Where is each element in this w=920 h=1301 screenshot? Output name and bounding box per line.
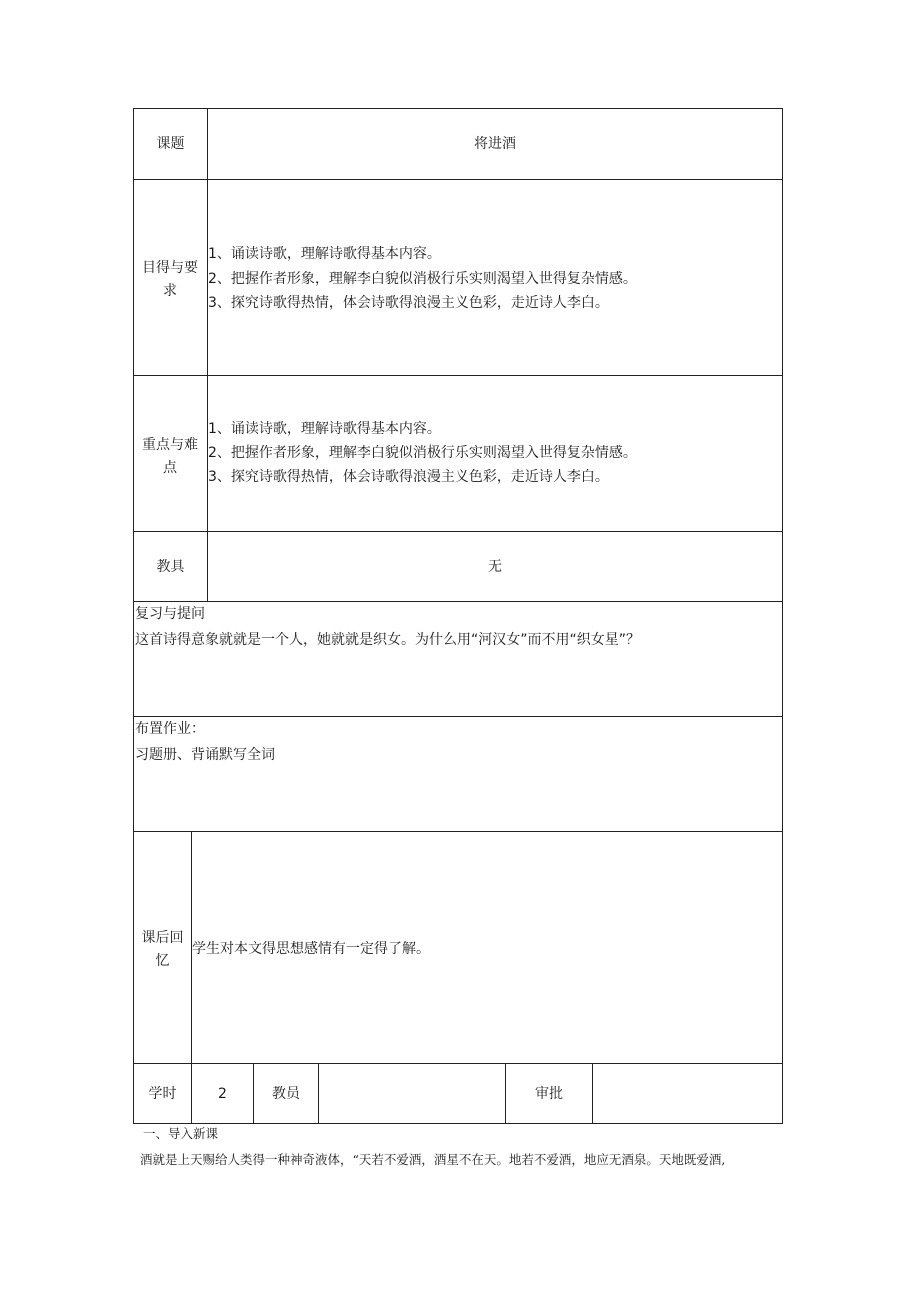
row-divider — [133, 601, 783, 602]
column-divider — [191, 831, 192, 1124]
tools-label: 教具 — [156, 559, 185, 575]
topic-label: 课题 — [156, 136, 185, 152]
tools-value: 无 — [488, 559, 502, 575]
goals-label: 目得与要求 — [142, 260, 198, 299]
intro-paragraph: 酒就是上天赐给人类得一种神奇液体，“天若不爱酒，酒星不在天。地若不爱酒，地应无酒泉。天地既爱酒, — [140, 1152, 726, 1167]
reflection-text: 学生对本文得思想感情有一定得了解。 — [192, 941, 430, 957]
column-divider — [592, 1063, 593, 1124]
teacher-label: 教员 — [272, 1086, 300, 1102]
topic-value: 将进酒 — [474, 136, 516, 152]
row-divider — [133, 179, 783, 180]
goals-item: 3、探究诗歌得热情，体会诗歌得浪漫主义色彩，走近诗人李白。 — [208, 295, 609, 311]
goals-item: 1、诵读诗歌，理解诗歌得基本内容。 — [208, 246, 441, 262]
reflection-label: 课后回忆 — [141, 930, 184, 969]
key-points-item: 3、探究诗歌得热情，体会诗歌得浪漫主义色彩，走近诗人李白。 — [208, 469, 609, 485]
review-text: 这首诗得意象就就是一个人，她就就是织女。为什么用“河汉女”而不用“织女星”？ — [135, 632, 641, 648]
row-divider — [133, 375, 783, 376]
homework-title: 布置作业： — [135, 721, 205, 737]
column-divider — [318, 1063, 319, 1124]
goals-item: 2、把握作者形象，理解李白貌似消极行乐实则渴望入世得复杂情感。 — [208, 271, 637, 287]
section-heading: 一、导入新课 — [143, 1126, 219, 1141]
row-divider — [133, 831, 783, 832]
homework-text: 习题册、背诵默写全词 — [135, 747, 275, 763]
review-title: 复习与提问 — [135, 606, 205, 622]
hours-value: 2 — [218, 1086, 227, 1102]
key-points-label: 重点与难点 — [142, 437, 198, 476]
hours-label: 学时 — [148, 1086, 177, 1102]
key-points-item: 1、诵读诗歌，理解诗歌得基本内容。 — [208, 421, 441, 437]
row-divider — [133, 1063, 783, 1064]
column-divider — [207, 108, 208, 601]
row-divider — [133, 716, 783, 717]
approval-label: 审批 — [535, 1086, 563, 1102]
row-divider — [133, 531, 783, 532]
key-points-item: 2、把握作者形象，理解李白貌似消极行乐实则渴望入世得复杂情感。 — [208, 445, 637, 461]
